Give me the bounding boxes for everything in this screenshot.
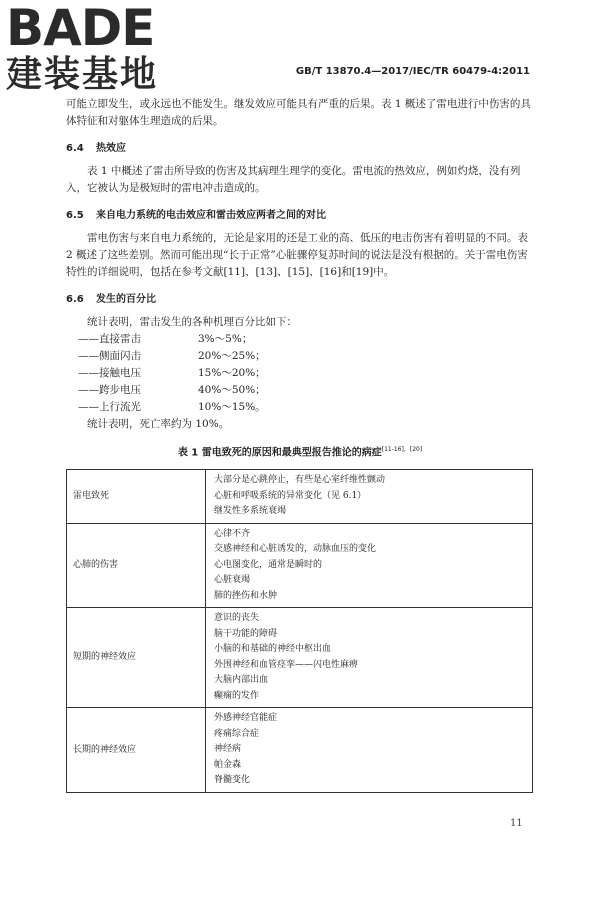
section-heading-6-6: 6.6 发生的百分比	[66, 294, 156, 305]
section-6-5-paragraph: 雷电伤害与来自电力系统的，无论是家用的还是工业的高、低压的电击伤害有着明显的不同。表 2 概述了这些差别。然而可能出现“长于正常”心脏骤停复苏时间的说法是没有根据的。关于雷电伤害特性的详细说明，包括在参考文献[11]、[13]、[15]、[16]和[19]中。	[66, 232, 528, 278]
table-category-cell: 雷电致死	[67, 470, 206, 524]
list-item: ——上行流光 10%～15%。	[78, 401, 266, 413]
section-6-6-lead: 统计表明，雷击发生的各种机理百分比如下：	[87, 316, 297, 328]
page-number: 11	[510, 818, 523, 829]
pathology-table	[66, 469, 533, 793]
table-row	[67, 608, 533, 708]
percentage-list	[66, 331, 534, 416]
table-caption: 表 1 雷电致死的原因和最典型报告推论的病症[11-16]，[20]	[177, 446, 423, 459]
section-6-4-paragraph: 表 1 中概述了雷击所导致的伤害及其病理生理学的变化。雷电流的热效应，例如灼烧，没有列入，它被认为是极短时的雷电冲击造成的。	[66, 165, 521, 194]
list-item: ——接触电压 15%～20%；	[78, 367, 266, 379]
table-category-cell: 长期的神经效应	[67, 708, 206, 793]
table-items-cell: 意识的丧失 脑干功能的障碍 小脑的和基础的神经中枢出血 外围神经和血管痉挛——闪电性麻痹 大脑内部出血 癫痫的发作	[206, 608, 533, 708]
section-heading-6-4: 6.4 热效应	[66, 143, 126, 154]
table-category-cell: 短期的神经效应	[67, 608, 206, 708]
standard-code: GB/T 13870.4—2017/IEC/TR 60479-4:2011	[295, 66, 530, 77]
list-item: ——跨步电压 40%～50%；	[78, 384, 266, 396]
section-heading-6-5: 6.5 来自电力系统的电击效应和雷击效应两者之间的对比	[66, 210, 326, 221]
table-row	[67, 470, 533, 524]
intro-line-2: 体特征和对躯体生理造成的后果。	[66, 115, 224, 127]
table-items-cell: 外感神经官能症 疼痛综合症 神经病 帕金森 脊髓变化	[206, 708, 533, 793]
list-item: ——直接雷击 3%～5%；	[78, 333, 253, 345]
logo-brand-text: BADE	[6, 0, 155, 57]
table-row	[67, 708, 533, 793]
table-items-cell: 大部分是心跳停止，有些是心室纤维性颤动 心脏和呼吸系统的异常变化（见 6.1） 继发性多系统衰竭	[206, 470, 533, 524]
intro-line-1: 可能立即发生，或永远也不能发生。继发效应可能具有严重的后果。表 1 概述了雷电进行中伤害的具	[66, 98, 531, 110]
logo-chinese-text: 建装基地	[6, 54, 159, 95]
document-body	[66, 96, 534, 793]
brand-logo	[6, 2, 186, 97]
list-item: ——侧面闪击 20%～25%；	[78, 350, 266, 362]
table-row	[67, 523, 533, 608]
table-category-cell: 心肺的伤害	[67, 523, 206, 608]
section-6-6-tail: 统计表明，死亡率约为 10%。	[87, 418, 230, 430]
table-items-cell: 心律不齐 交感神经和心脏诱发的，动脉血压的变化 心电图变化，通常是瞬时的 心脏衰竭 肺的挫伤和水肿	[206, 523, 533, 608]
